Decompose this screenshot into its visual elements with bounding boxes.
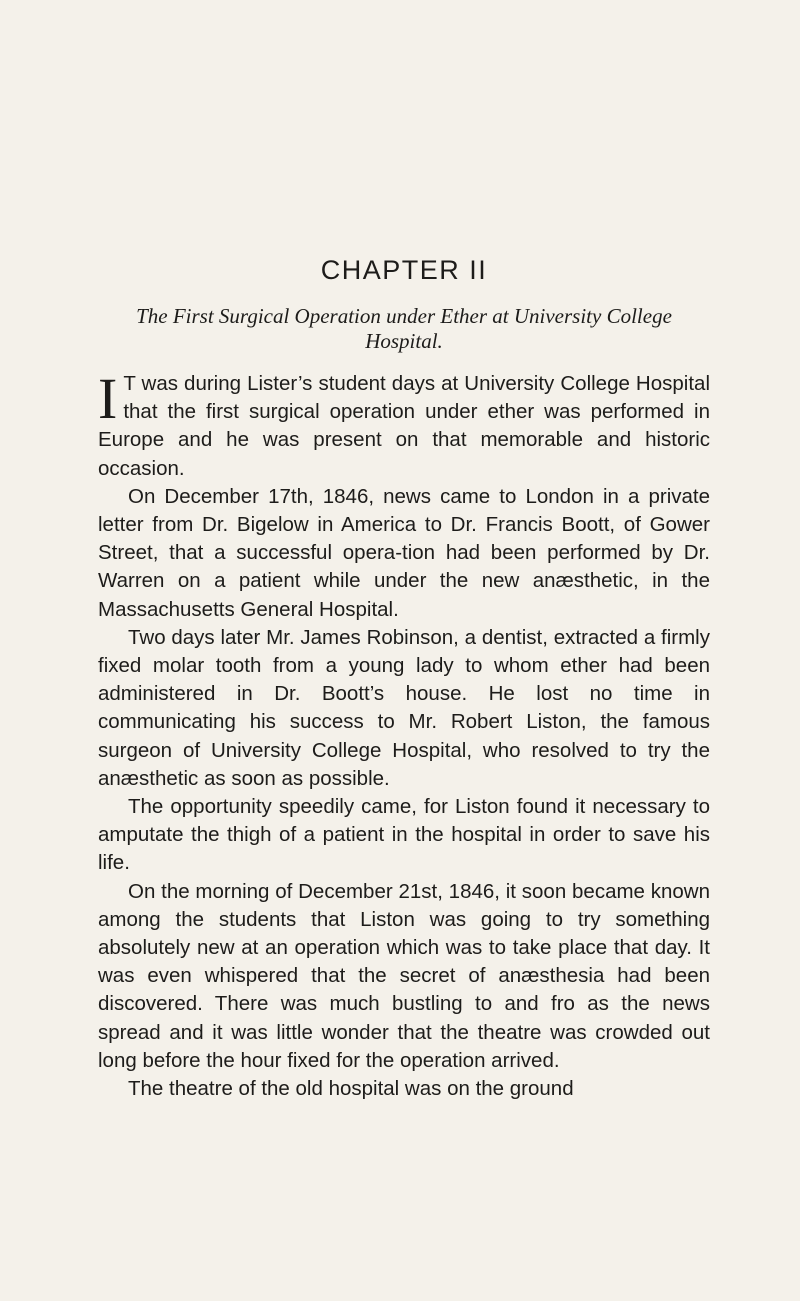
- drop-cap: I: [98, 366, 118, 431]
- chapter-heading: CHAPTER II: [320, 255, 488, 285]
- paragraph-1-text: T was during Lister’s student days at University College Hospital that the first surgical operation under ether was performed in Europe and he was present on that memorable and historic occasion.: [98, 372, 710, 480]
- chapter-body: [98, 366, 710, 1103]
- paragraph-1: [98, 366, 710, 483]
- chapter-subtitle: The First Surgical Operation under Ether at University College Hospital.: [136, 304, 672, 353]
- book-page: [98, 255, 710, 1103]
- paragraph-2: On December 17th, 1846, news came to London in a private letter from Dr. Bigelow in America to Dr. Francis Boott, of Gower Street, that a successful opera-tion had been performed by Dr. Warren on a patient while under the new anæsthetic, in the Massachusetts General Hospital.: [98, 484, 710, 621]
- paragraph-5: On the morning of December 21st, 1846, it soon became known among the students that Liston was going to try something absolutely new at an operation which was to take place that day. It was even whispered that the secret of anæsthesia had been discovered. There was much bustling to and fro as the news spread and it was little wonder that the theatre was crowded out long before the hour fixed for the operation arrived.: [98, 879, 710, 1072]
- paragraph-4: The opportunity speedily came, for Liston found it necessary to amputate the thigh of a patient in the hospital in order to save his life.: [98, 795, 710, 875]
- paragraph-3: Two days later Mr. James Robinson, a dentist, extracted a firmly fixed molar tooth from a young lady to whom ether had been administered in Dr. Boott’s house. He lost no time in communicating his success to Mr. Robert Liston, the famous surgeon of University College Hospital, who resolved to try the anæsthetic as soon as possible.: [98, 625, 710, 790]
- paragraph-6: The theatre of the old hospital was on the ground: [128, 1077, 574, 1101]
